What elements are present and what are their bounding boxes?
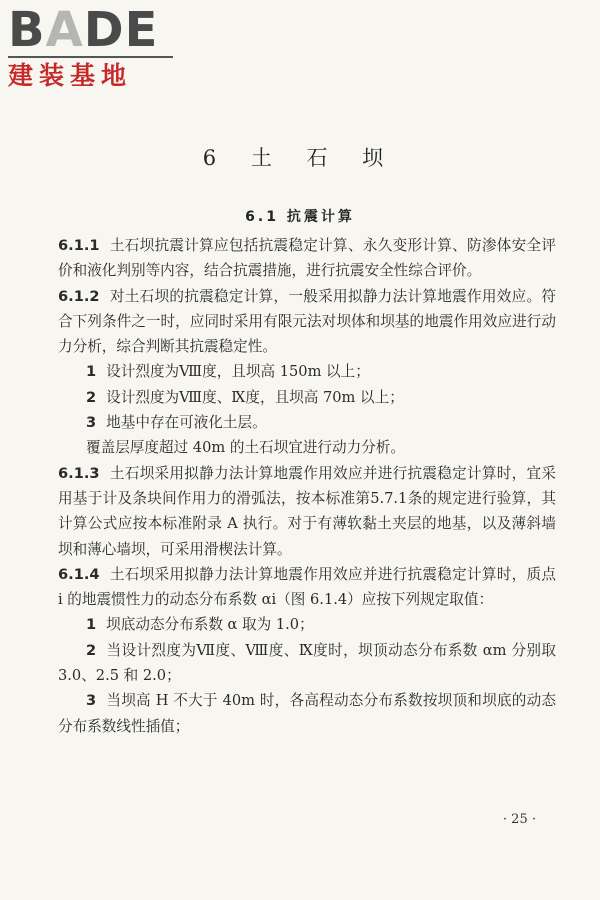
list-item: 3 地基中存在可液化土层。 bbox=[86, 414, 267, 432]
chapter-title: 6 土 石 坝 bbox=[202, 146, 398, 170]
list-item: 2 设计烈度为Ⅷ度、Ⅸ度，且坝高 70m 以上； bbox=[86, 388, 404, 406]
clause-6-1-1: 6.1.1 土石坝抗震计算应包括抗震稳定计算、永久变形计算、防渗体安全评价和液化判别等内容，结合抗震措施，进行抗震安全性综合评价。 bbox=[58, 237, 556, 280]
list-item: 2 当设计烈度为Ⅶ度、Ⅷ度、Ⅸ度时，坝顶动态分布系数 αm 分别取 3.0、2.5 和 2.0； bbox=[58, 641, 556, 685]
list-item: 1 坝底动态分布系数 α 取为 1.0； bbox=[86, 616, 314, 634]
page-number: · 25 · bbox=[502, 812, 536, 827]
clause-6-1-4: 6.1.4 土石坝采用拟静力法计算地震作用效应并进行抗震稳定计算时，质点 i 的地震惯性力的动态分布系数 αi（图 6.1.4）应按下列规定取值： bbox=[58, 565, 556, 609]
clause-6-1-2: 6.1.2 对土石坝的抗震稳定计算，一般采用拟静力法计算地震作用效应。符合下列条件之一时，应同时采用有限元法对坝体和坝基的地震作用效应进行动力分析，综合判断其抗震稳定性。 bbox=[58, 287, 556, 356]
section-title: 6.1 抗震计算 bbox=[245, 209, 355, 225]
logo-wordmark: BADE bbox=[8, 2, 159, 58]
logo bbox=[8, 2, 178, 91]
list-item: 3 当坝高 H 不大于 40m 时，各高程动态分布系数按坝顶和坝底的动态分布系数线性插值； bbox=[58, 692, 556, 735]
logo-chinese: 建装基地 bbox=[8, 61, 133, 90]
body-text bbox=[58, 233, 556, 739]
list-item: 1 设计烈度为Ⅷ度，且坝高 150m 以上； bbox=[86, 363, 370, 381]
note-paragraph: 覆盖层厚度超过 40m 的土石坝宜进行动力分析。 bbox=[86, 439, 405, 457]
clause-6-1-3: 6.1.3 土石坝采用拟静力法计算地震作用效应并进行抗震稳定计算时，宜采用基于计及条块间作用力的滑弧法，按本标准第5.7.1条的规定进行验算，其计算公式应按本标准附录 A 执行。对于有薄软黏土夹层的地基，以及薄斜墙坝和薄心墙坝，可采用滑楔法计算。 bbox=[58, 464, 556, 558]
